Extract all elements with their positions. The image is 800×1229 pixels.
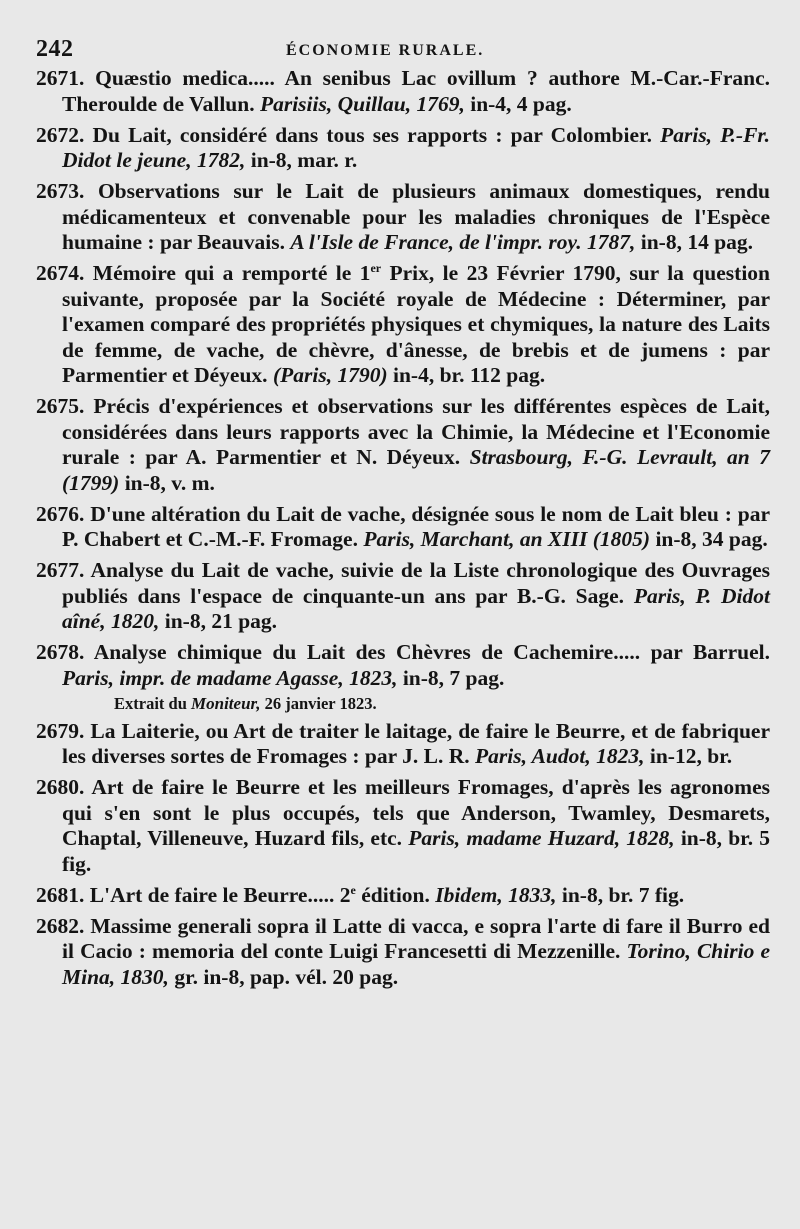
- entry-title-rest: édition.: [355, 882, 430, 907]
- entry-title-start: L'Art de faire le Beurre..... 2: [89, 882, 351, 907]
- entry-imprint: Paris, Marchant, an XIII (1805): [363, 527, 651, 551]
- entry-format: in-8, v. m.: [124, 470, 215, 495]
- entry-imprint: Paris, madame Huzard, 1828,: [408, 826, 675, 850]
- entry-imprint: Torino, Chirio e Mina, 1830,: [62, 939, 770, 989]
- entry-format: in-8, 21 pag.: [164, 609, 278, 633]
- bibliography-entry-2675: [36, 394, 770, 496]
- entry-number: 2674.: [36, 261, 85, 285]
- entry-title-start: Mémoire qui a remporté le 1: [92, 261, 371, 285]
- entry-format: in-8, br. 5 fig.: [62, 826, 771, 876]
- entry-title: Art de faire le Beurre et les meilleurs Fromages, d'après les agronomes qui s'en sont le plus occupés, tels que Anderson, Twamley, Desmarets, Chaptal, Villeneuve, Huzard fils, etc.: [62, 775, 770, 850]
- entry-format: in-4, 4 pag.: [470, 91, 572, 116]
- entry-title: Précis d'expériences et observations sur les différentes espèces de Lait, considérées dans leurs rapports avec la Chimie, la Médecine et l'Economie rurale : par A. Parmentier et N. Déyeux.: [62, 394, 771, 469]
- entry-title: Du Lait, considéré dans tous ses rapports : par Colombier.: [92, 122, 652, 147]
- entry-imprint: A l'Isle de France, de l'impr. roy. 1787,: [290, 230, 636, 254]
- entry-format: in-8, mar. r.: [250, 148, 358, 172]
- bibliography-entry-2678: [36, 640, 770, 691]
- bibliography-entry-2673: [36, 179, 770, 256]
- entry-title: La Laiterie, ou Art de traiter le laitage, de faire le Beurre, et de fabriquer les diverses sortes de Fromages : par J. L. R.: [62, 718, 771, 768]
- entry-format: in-8, br. 7 fig.: [561, 882, 685, 907]
- bibliography-entry-2676: [36, 502, 770, 553]
- entry-note: [114, 693, 770, 714]
- entry-number: 2679.: [36, 718, 85, 743]
- entry-number: 2671.: [36, 66, 85, 90]
- entry-imprint: Strasbourg, F.-G. Levrault, an 7 (1799): [62, 445, 770, 495]
- entry-number: 2681.: [36, 882, 85, 907]
- entry-imprint: Ibidem, 1833,: [435, 882, 557, 907]
- note-date: 26 janvier 1823.: [264, 693, 377, 713]
- bibliography-entry-2672: [36, 123, 770, 174]
- entry-title: Quæstio medica..... An senibus Lac ovillum ? authore M.-Car.-Franc. Theroulde de Vallun.: [62, 66, 770, 116]
- entry-format: in-12, br.: [649, 744, 733, 768]
- running-head: [36, 36, 770, 66]
- entry-title: Analyse chimique du Lait des Chèvres de Cachemire..... par Barruel.: [93, 640, 770, 664]
- entry-format: gr. in-8, pap. vél. 20 pag.: [174, 964, 399, 989]
- bibliography-entry-2680: [36, 775, 770, 877]
- entry-title-rest: Prix, le 23 Février 1790, sur la question suivante, proposée par la Société royale de Médecine : Déterminer, par l'examen comparé des propriétés physiques et chymiques, la nature des Laits de femme, de vache, de chèvre, d'ânesse, de brebis et de jumens : par Parmentier et Déyeux.: [62, 261, 770, 387]
- page-number: 242: [36, 36, 74, 62]
- entry-number: 2672.: [36, 122, 85, 147]
- entry-imprint: Paris, Audot, 1823,: [475, 744, 645, 768]
- bibliography-entry-2677: [36, 558, 770, 635]
- entry-title: Analyse du Lait de vache, suivie de la Liste chronologique des Ouvrages publiés dans l'espace de cinquante-un ans par B.-G. Sage.: [62, 558, 770, 608]
- entry-format: in-4, br. 112 pag.: [392, 363, 546, 387]
- note-prefix: Extrait du: [114, 693, 187, 713]
- ordinal-superscript: e: [350, 882, 356, 897]
- entry-imprint: Parisiis, Quillau, 1769,: [259, 91, 465, 116]
- bibliography-entry-2671: [36, 66, 770, 117]
- entry-imprint: Paris, P. Didot aîné, 1820,: [62, 583, 770, 633]
- entry-number: 2675.: [36, 394, 85, 418]
- entry-title: D'une altération du Lait de vache, désignée sous le nom de Lait bleu : par P. Chabert et C.-M.-F. Fromage.: [62, 501, 771, 551]
- entry-title: Massime generali sopra il Latte di vacca, e sopra l'arte di fare il Burro ed il Cacio : memoria del conte Luigi Francesetti di Mezzenille.: [62, 913, 770, 963]
- entry-imprint: (Paris, 1790): [272, 363, 388, 387]
- entry-imprint: Paris, P.-Fr. Didot le jeune, 1782,: [62, 122, 770, 172]
- entry-format: in-8, 14 pag.: [640, 230, 754, 254]
- bibliography-entry-2682: [36, 914, 770, 991]
- entry-title: Observations sur le Lait de plusieurs animaux domestiques, rendu médicamenteux et convenable pour les maladies chroniques de l'Espèce humaine : par Beauvais.: [62, 179, 771, 254]
- entry-format: in-8, 34 pag.: [655, 527, 768, 551]
- entry-number: 2678.: [36, 640, 85, 664]
- entry-number: 2673.: [36, 179, 85, 203]
- running-title: ÉCONOMIE RURALE.: [286, 42, 485, 59]
- bibliography-list: [36, 66, 770, 990]
- entry-number: 2677.: [36, 558, 85, 582]
- bibliography-entry-2681: [36, 883, 770, 909]
- note-source: Moniteur,: [191, 693, 261, 713]
- entry-number: 2682.: [36, 913, 85, 938]
- bibliography-entry-2674: [36, 261, 770, 389]
- entry-format: in-8, 7 pag.: [402, 665, 505, 690]
- entry-number: 2676.: [36, 501, 85, 526]
- bibliography-entry-2679: [36, 719, 770, 770]
- entry-imprint: Paris, impr. de madame Agasse, 1823,: [62, 665, 398, 690]
- entry-number: 2680.: [36, 775, 85, 799]
- ordinal-superscript: er: [370, 260, 382, 275]
